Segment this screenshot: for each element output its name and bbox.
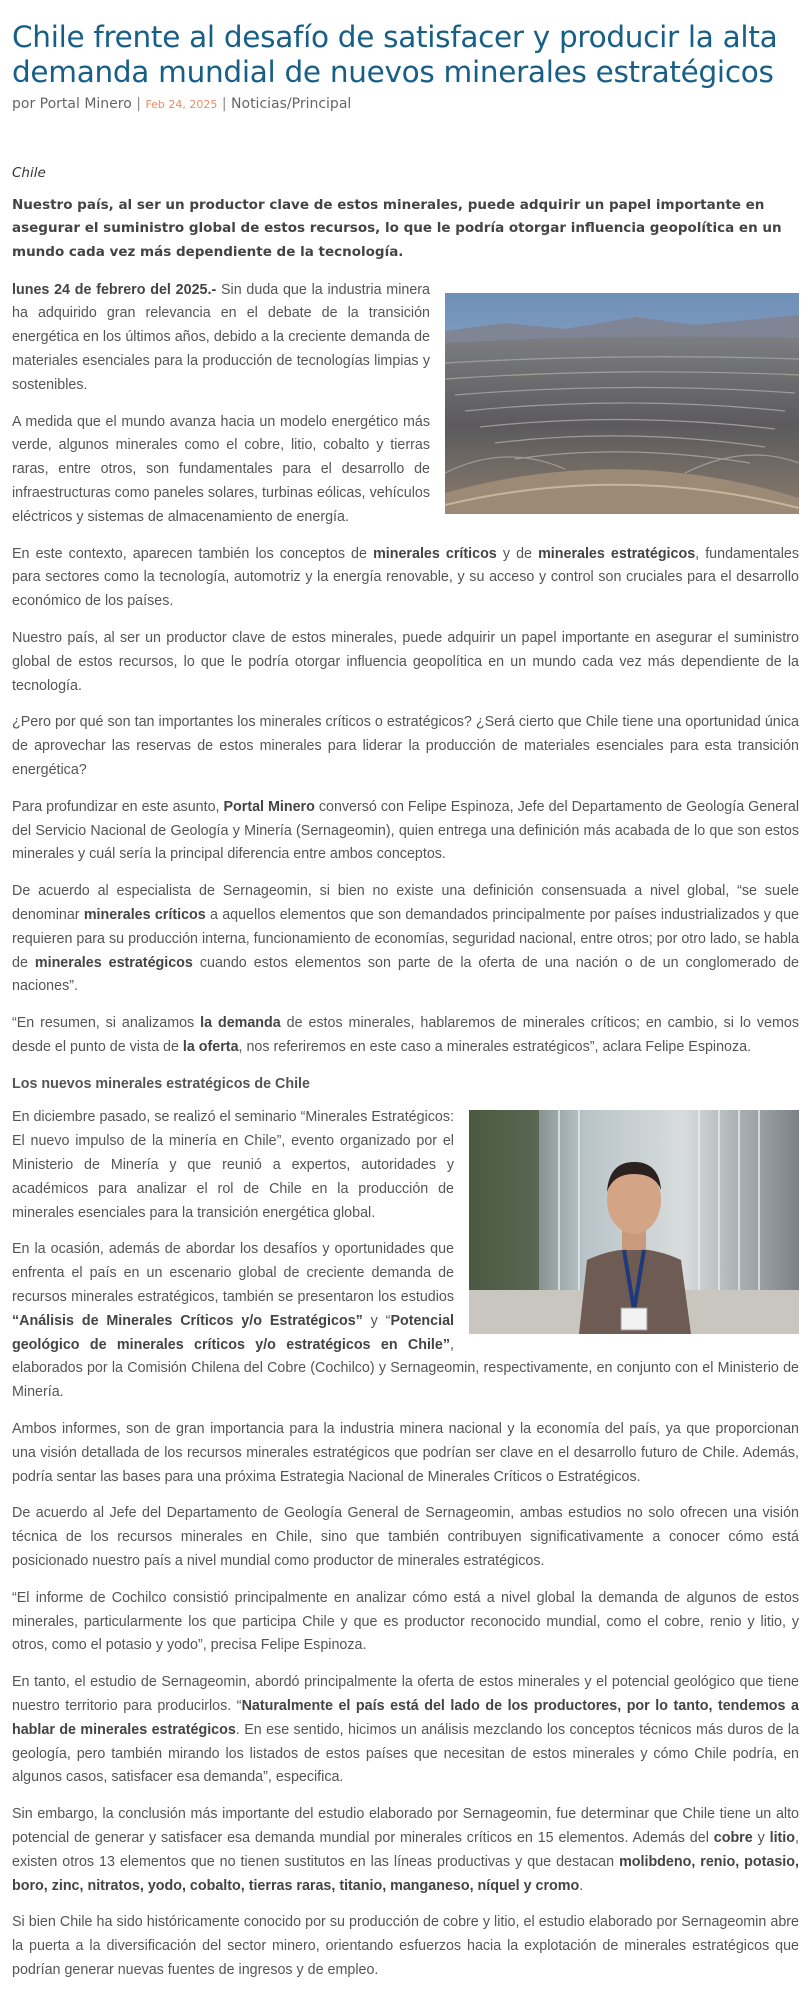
dateline: lunes 24 de febrero del 2025.-: [12, 281, 217, 298]
meta-separator: |: [136, 96, 146, 112]
paragraph-12: De acuerdo al Jefe del Departamento de Geología General de Sernageomin, ambas estudios no solo ofrecen una visión técnica de los recursos minerales en Chile, sino que también contribuyen significativamente a conocer cómo está posicionado nuestro país a nivel mundial como productor de minerales estratégicos.: [12, 1505, 799, 1570]
meta-separator: |: [221, 96, 232, 112]
paragraph-6: Para profundizar en este asunto, Portal Minero conversó con Felipe Espinoza, Jefe del Departamento de Geología General del Servicio Nacional de Geología y Minería (Sernageomin), quien entrega una definición más acabada de lo que son estos minerales y cuál sería la principal diferencia entre ambos conceptos.: [12, 798, 799, 863]
article-meta: [12, 96, 351, 112]
paragraph-11: Ambos informes, son de gran importancia para la industria minera nacional y la economía del país, ya que proporcionan una visión detallada de los recursos minerales estratégicos que podrían ser clave en el desarrollo futuro de Chile. Además, podría sentar las bases para una próxima Estrategia Nacional de Minerales Críticos o Estratégicos.: [12, 1421, 799, 1485]
mine-photo-illustration: [445, 293, 799, 514]
category-link[interactable]: Noticias/Principal: [231, 96, 352, 112]
article-body: [12, 162, 799, 1996]
paragraph-1: lunes 24 de febrero del 2025.- Sin duda que la industria minera ha adquirido gran relevancia en el debate de la transición energética en los últimos años, debido a la creciente demanda de materiales esenciales para la producción de tecnologías limpias y sostenibles.: [12, 281, 430, 393]
paragraph-4: Nuestro país, al ser un productor clave de estos minerales, puede adquirir un papel importante en asegurar el suministro global de estos recursos, lo que le podría otorgar influencia geopolítica en un mundo cada vez más dependiente de la tecnología.: [12, 629, 799, 694]
paragraph-8: “En resumen, si analizamos la demanda de estos minerales, hablaremos de minerales críticos; en cambio, si lo vemos desde el punto de vista de la oferta, nos referiremos en este caso a minerales estratégicos”, aclara Felipe Espinoza.: [12, 1015, 800, 1055]
mine-photo: [445, 293, 799, 514]
paragraph-14: En tanto, el estudio de Sernageomin, abordó principalmente la oferta de estos minerales y el potencial geológico que tiene nuestro territorio para producirlos. “Naturalmente el país está del lado de los productores, por lo tanto, tendemos a hablar de minerales estratégicos. En ese sentido, hicimos un análisis mezclando los conceptos técnicos más duros de la geología, pero también mirando los listados de estos países que necesitan de estos minerales y cómo Chile podría, en algunos casos, satisfacer esa demanda”, especifica.: [12, 1674, 800, 1786]
person-photo-illustration: [469, 1110, 799, 1334]
dateline-location: Chile: [12, 165, 46, 181]
paragraph-10: En la ocasión, además de abordar los desafíos y oportunidades que enfrenta el país en un escenario global de creciente demanda de recursos minerales estratégicos, también se presentaron los estudios “Análisis de Minerales Críticos y/o Estratégicos” y “Potencial geológico de minerales críticos y/o estratégicos en Chile”, elaborados por la Comisión Chilena del Cobre (Cochilco) y Sernageomin, respectivamente, en conjunto con el Ministerio de Minería.: [12, 1241, 799, 1401]
person-photo: [469, 1110, 799, 1334]
paragraph-7: De acuerdo al especialista de Sernageomin, si bien no existe una definición consensuada a nivel global, “se suele denominar minerales críticos a aquellos elementos que son demandados principalmente por países industrializados y que requieren para su producción interna, funcionamiento de economías, seguridad nacional, entre otros; por otro lado, se habla de minerales estratégicos cuando estos elementos son parte de la oferta de una nación o de un conglomerado de naciones”.: [12, 883, 799, 995]
article-lead: Nuestro país, al ser un productor clave de estos minerales, puede adquirir un papel importante en asegurar el suministro global de estos recursos, lo que le podría otorgar influencia geopolítica en un mundo cada vez más dependiente de la tecnología.: [12, 196, 782, 260]
publish-date: Feb 24, 2025: [145, 98, 218, 111]
paragraph-5: ¿Pero por qué son tan importantes los minerales críticos o estratégicos? ¿Será cierto que Chile tiene una oportunidad única de aprovechar las reservas de estos minerales para liderar la producción de materiales esenciales para esta transición energética?: [12, 714, 799, 778]
section-heading: Los nuevos minerales estratégicos de Chile: [12, 1075, 310, 1092]
paragraph-13: “El informe de Cochilco consistió principalmente en analizar cómo está a nivel global la demanda de algunos de estos minerales, particularmente los que participa Chile y que es productor reconocido mundial, como el cobre, renio y litio, y otros, como el potasio y yodo”, precisa Felipe Espinoza.: [12, 1589, 799, 1654]
paragraph-9: En diciembre pasado, se realizó el seminario “Minerales Estratégicos: El nuevo impulso de la minería en Chile”, evento organizado por el Ministerio de Minería y que reunió a expertos, autoridades y académicos para analizar el rol de Chile en la producción de minerales esenciales para la transición energética global.: [12, 1109, 454, 1221]
paragraph-16: Si bien Chile ha sido históricamente conocido por su producción de cobre y litio, el estudio elaborado por Sernageomin abre la puerta a la diversificación del sector minero, orientando esfuerzos hacia la explotación de minerales estratégicos que podrían generar nuevas fuentes de ingresos y de empleo.: [12, 1914, 799, 1978]
author-byline[interactable]: por Portal Minero: [12, 96, 132, 112]
paragraph-15: Sin embargo, la conclusión más importante del estudio elaborado por Sernageomin, fue determinar que Chile tiene un alto potencial de generar y satisfacer esa demanda mundial por minerales críticos en 15 elementos. Además del cobre y litio, existen otros 13 elementos que no tienen sustitutos en las líneas productivas y que destacan molibdeno, renio, potasio, boro, zinc, nitratos, yodo, cobalto, tierras raras, titanio, manganeso, níquel y cromo.: [12, 1806, 799, 1894]
article-title: Chile frente al desafío de satisfacer y producir la alta demanda mundial de nuevos minerales estratégicos: [12, 20, 778, 89]
paragraph-2: A medida que el mundo avanza hacia un modelo energético más verde, algunos minerales como el cobre, litio, cobalto y tierras raras, entre otros, son fundamentales para el desarrollo de infraestructuras como paneles solares, turbinas eólicas, vehículos eléctricos y sistemas de almacenamiento de energía.: [12, 413, 430, 525]
paragraph-3: En este contexto, aparecen también los conceptos de minerales críticos y de minerales estratégicos, fundamentales para sectores como la tecnología, automotriz y la energía renovable, y su acceso y control son cruciales para el desarrollo económico de los países.: [12, 545, 800, 610]
